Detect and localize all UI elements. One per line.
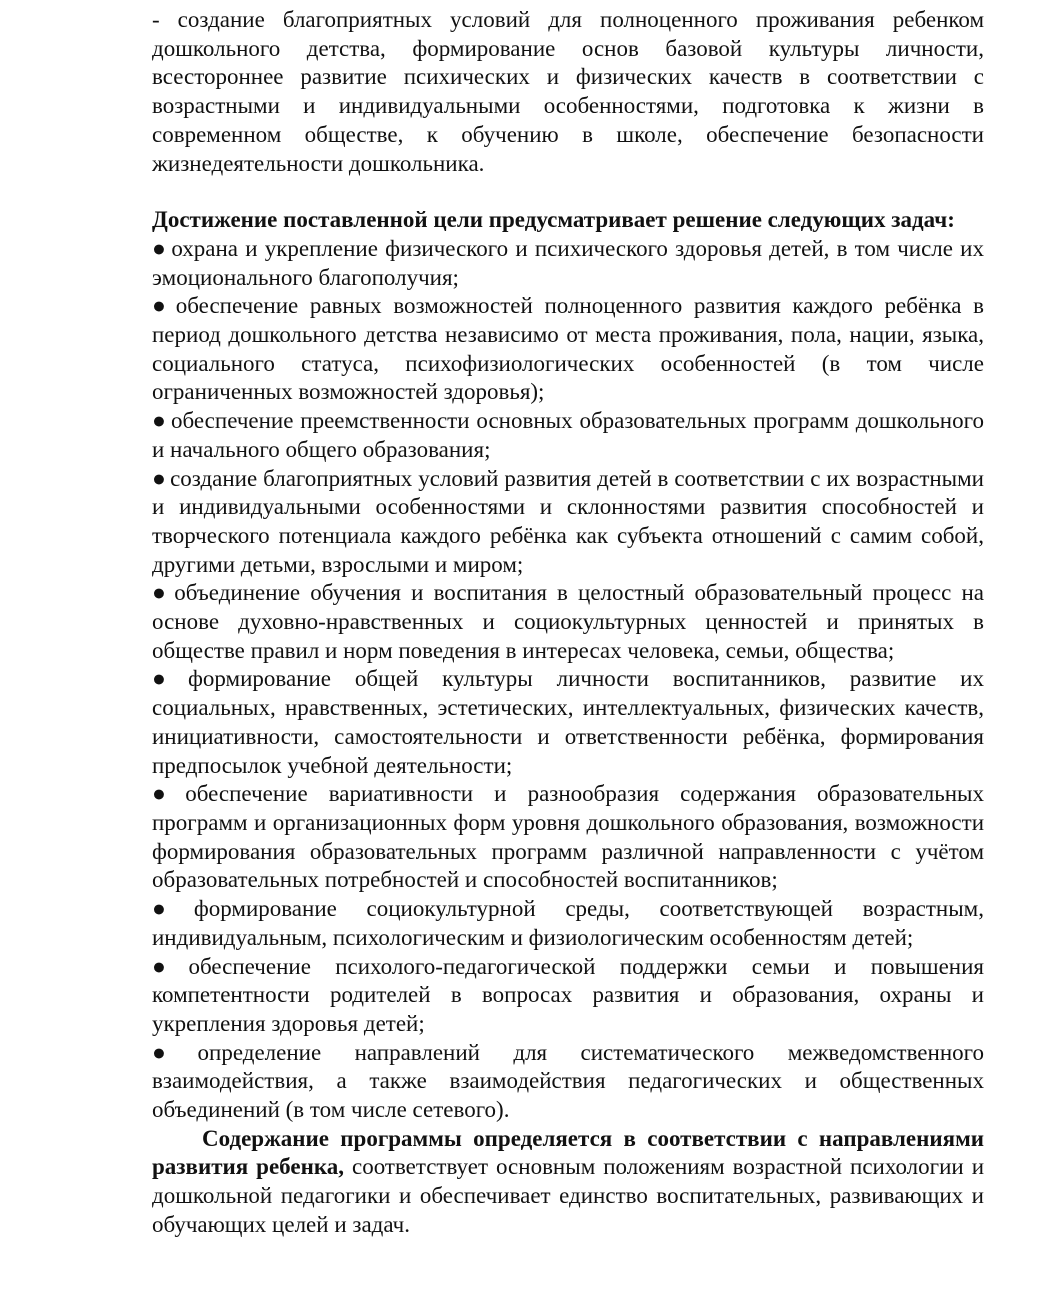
list-item-text: объединение обучения и воспитания в целостный образовательный процесс на основе духовно-нравственных и социокультурных ценностей и принятых в обществе правил и норм поведения в интересах человека, семьи, общества; (152, 580, 984, 663)
bullet-icon: ● (152, 953, 185, 979)
list-item-text: создание благоприятных условий развития детей в соответствии с их возрастными и индивидуальными особенностями и склонностями развития способностей и творческого потенциала каждого ребёнка как субъекта отношений с самим собой, другими детьми, взрослыми и миром; (152, 465, 984, 577)
list-item-text: определение направлений для систематического межведомственного взаимодействия, а также взаимодействия педагогических и общественных объединений (в том числе сетевого). (152, 1039, 984, 1123)
intro-paragraph: - создание благоприятных условий для полноценного проживания ребенком дошкольного детства, формирование основ базовой культуры личности, всестороннее развитие психических и физических качеств в соответствии с возрастными и индивидуальными особенностями, подготовка к жизни в современном обществе, к обучению в школе, обеспечение безопасности жизнедеятельности дошкольника. (152, 7, 984, 176)
bullet-icon: ● (152, 580, 171, 606)
bullet-icon: ● (152, 235, 168, 261)
list-item-text: формирование социокультурной среды, соответствующей возрастным, индивидуальным, психологическим и физиологическим особенностям детей; (152, 896, 984, 950)
bullet-icon: ● (152, 408, 167, 434)
tasks-list (152, 235, 984, 1125)
bullet-icon: ● (152, 293, 172, 319)
list-item (152, 579, 984, 665)
document-page (152, 6, 984, 1240)
list-item (152, 665, 984, 780)
bullet-icon: ● (152, 666, 184, 692)
list-item-text: обеспечение вариативности и разнообразия содержания образовательных программ и организационных форм уровня дошкольного образования, возможности формирования образовательных программ различной направленности с учётом образовательных потребностей и способностей воспитанников; (152, 781, 984, 893)
list-item-text: обеспечение психолого-педагогической поддержки семьи и повышения компетентности родителей в вопросах развития и образования, охраны и укрепления здоровья детей; (152, 953, 984, 1036)
closing-regular-text: соответствует основным положениям возрастной психологии и дошкольной педагогики и обеспечивает единство воспитательных, развивающих и обучающих целей и задач. (152, 1154, 984, 1237)
list-item-text: обеспечение преемственности основных образовательных программ дошкольного и начального общего образования; (152, 408, 984, 462)
closing-bold-text: Содержание программы определяется в соответствии с направлениями развития ребенка, (152, 1125, 984, 1180)
list-item-text: формирование общей культуры личности воспитанников, развитие их социальных, нравственных, эстетических, интеллектуальных, физических качеств, инициативности, самостоятельности и ответственности ребёнка, формирования предпосылок учебной деятельности; (152, 666, 984, 778)
list-item (152, 465, 984, 580)
list-item (152, 895, 984, 952)
tasks-heading: Достижение поставленной цели предусматривает решение следующих задач: (152, 207, 955, 233)
list-item-text: охрана и укрепление физического и психического здоровья детей, в том числе их эмоционального благополучия; (152, 235, 984, 290)
bullet-icon: ● (152, 1039, 194, 1065)
list-item (152, 235, 984, 292)
list-item-text: обеспечение равных возможностей полноценного развития каждого ребёнка в период дошкольного детства независимо от места проживания, пола, нации, языка, социального статуса, психофизиологических особенностей (в том числе ограниченных возможностей здоровья); (152, 293, 984, 405)
list-item (152, 1039, 984, 1125)
list-item (152, 292, 984, 407)
closing-paragraph (152, 1125, 984, 1240)
list-item (152, 407, 984, 464)
bullet-icon: ● (152, 781, 182, 807)
bullet-icon: ● (152, 465, 167, 491)
bullet-icon: ● (152, 896, 190, 922)
list-item (152, 780, 984, 895)
list-item (152, 953, 984, 1039)
